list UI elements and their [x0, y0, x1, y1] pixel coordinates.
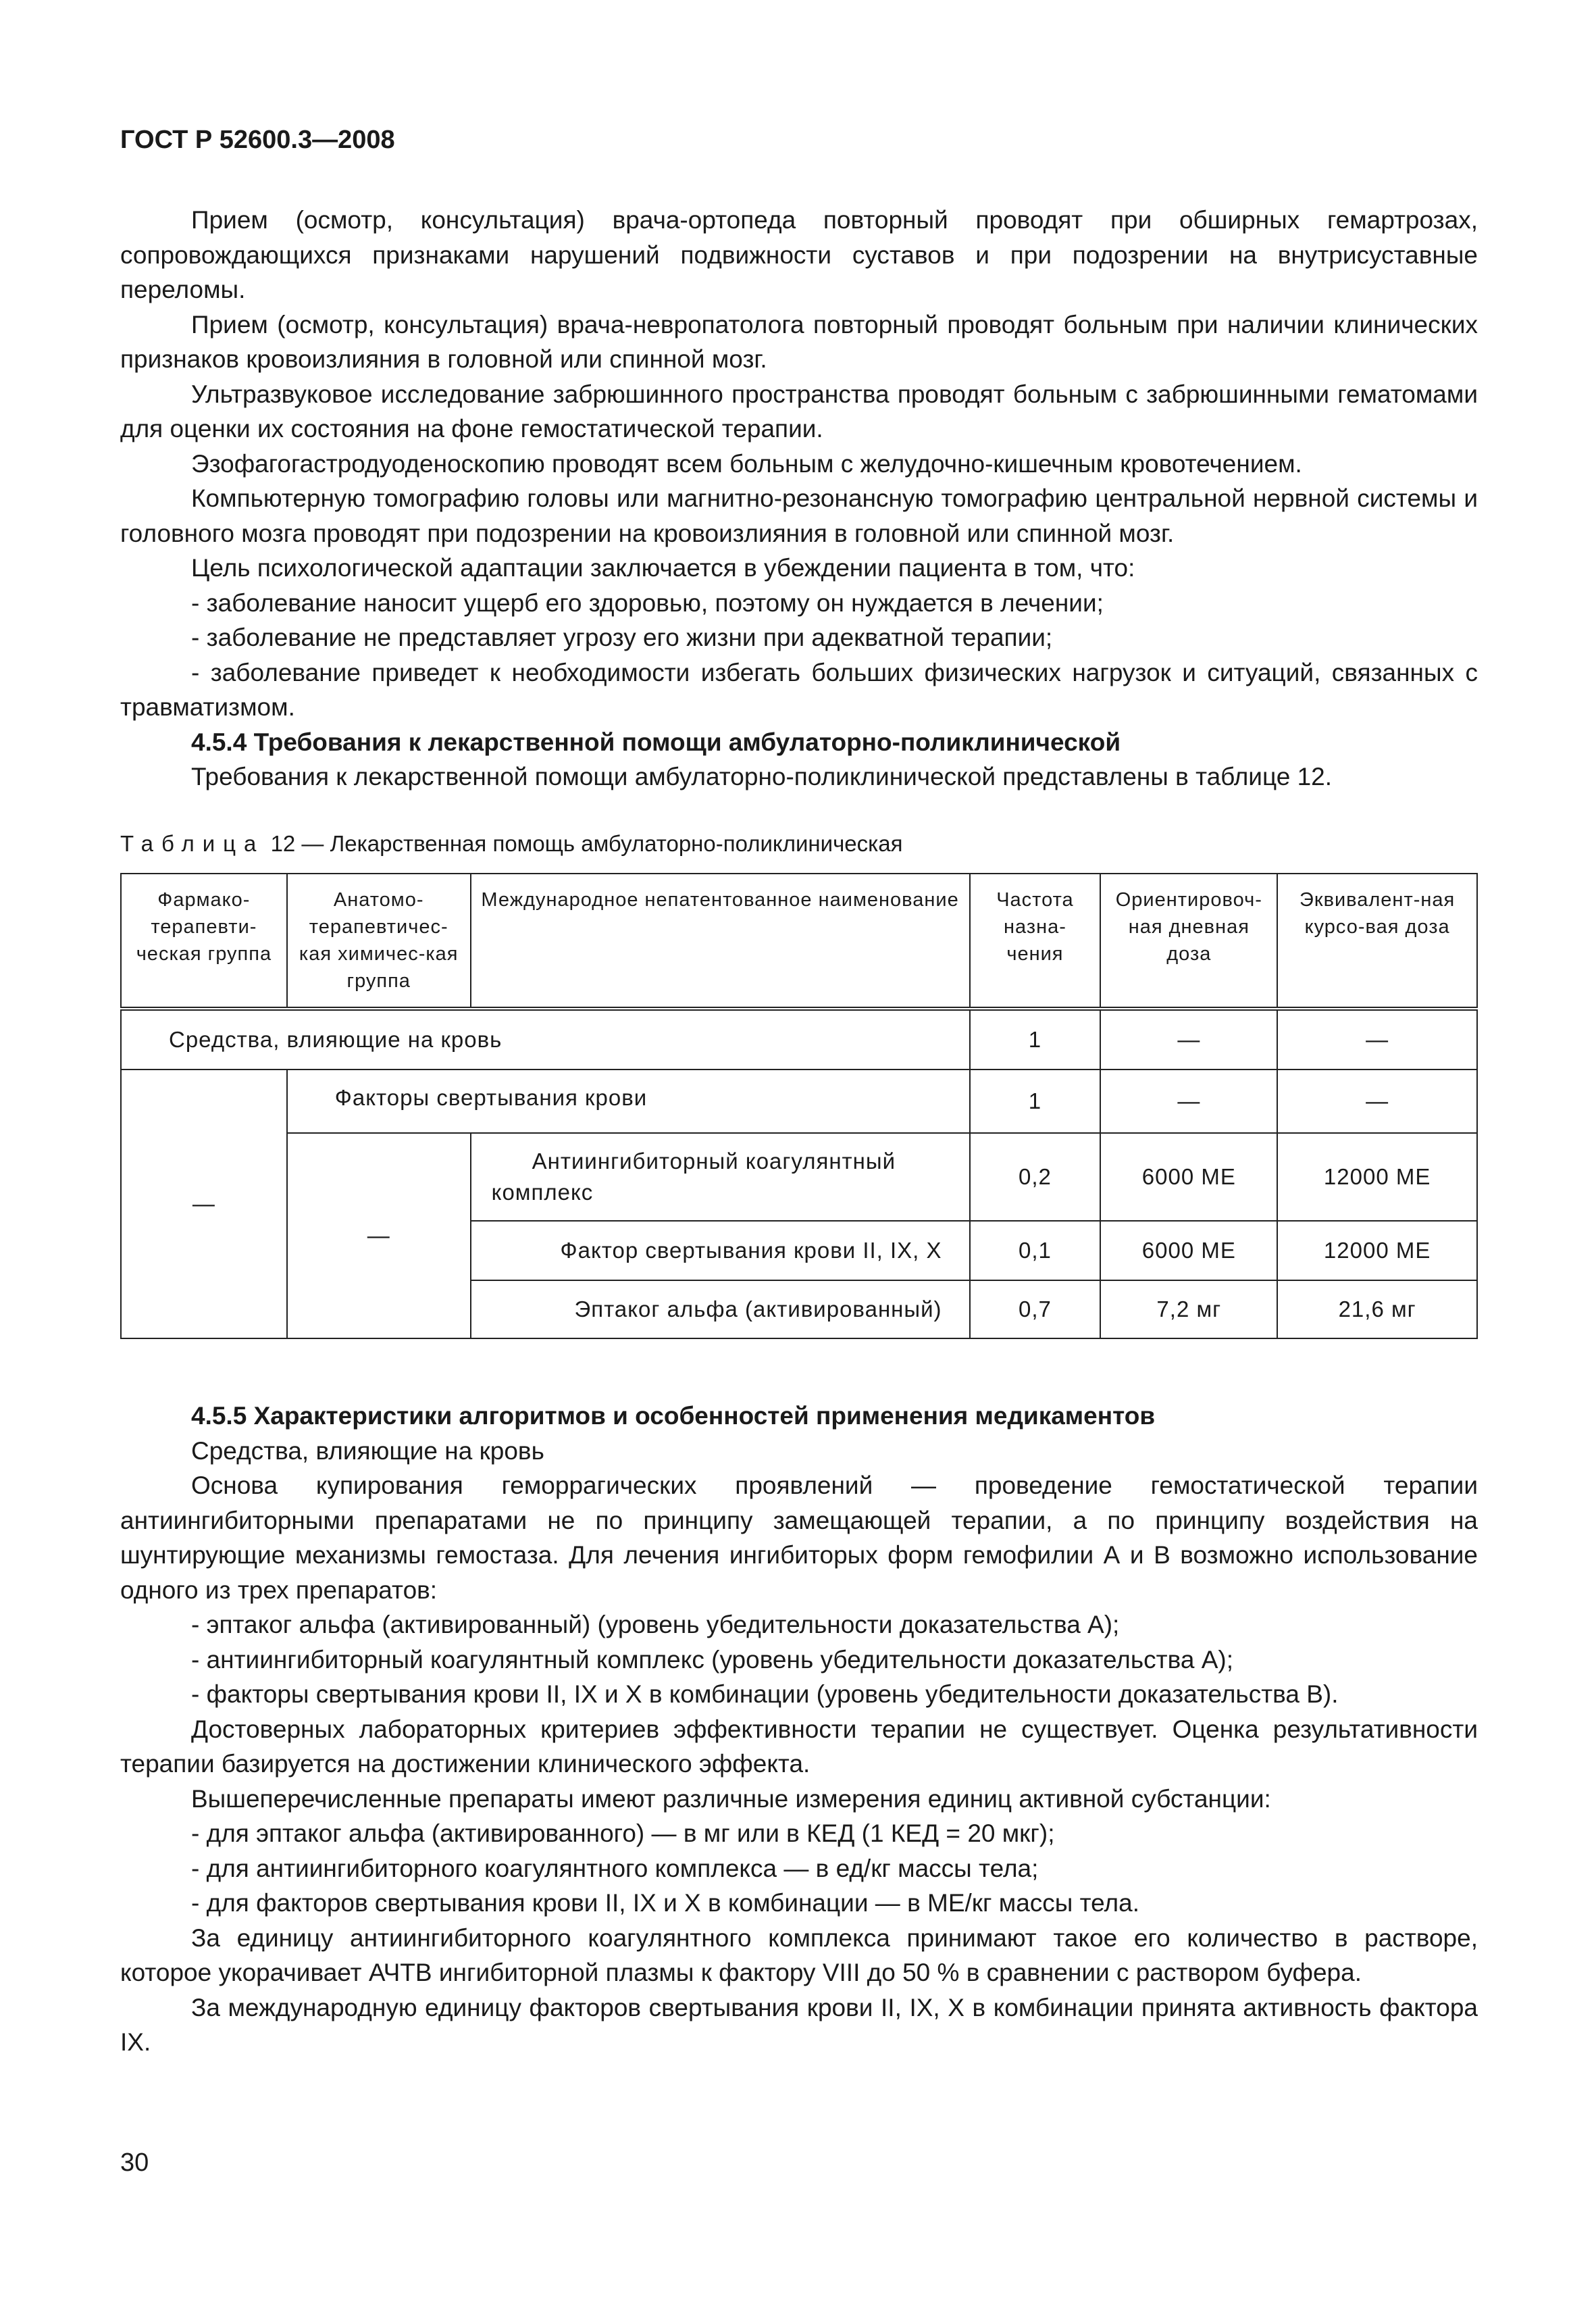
list-item: - факторы свертывания крови II, IX и X в комбинации (уровень убедительности доказательства В). — [191, 1680, 1339, 1708]
list-item: - заболевание не представляет угрозу его жизни при адекватной терапии; — [191, 624, 1053, 651]
body-text-lower — [120, 1399, 1478, 2060]
paragraph: Цель психологической адаптации заключается в убеждении пациента в том, что: — [191, 554, 1135, 582]
list-item: - заболевание наносит ущерб его здоровью, поэтому он нуждается в лечении; — [191, 588, 1104, 617]
cell-frequency: 0,2 — [970, 1133, 1101, 1221]
cell-name: Средства, влияющие на кровь — [121, 1009, 970, 1070]
cell-dash: — — [287, 1133, 471, 1338]
cell-name: Фактор свертывания крови II, IX, X — [471, 1221, 970, 1280]
column-header: Фармако-терапевти-ческая группа — [121, 874, 287, 1009]
column-header: Ориентировоч-ная дневная доза — [1100, 874, 1277, 1009]
paragraph: Основа купирования геморрагических проявлений — проведение гемостатической терапии антиингибиторными препаратами не по принципу замещающей терапии, а по принципу воздействия на шунтирующие механизмы гемостаза. Для лечения ингибиторых форм гемофилии А и В возможно использование одного из трех препаратов: — [120, 1472, 1478, 1604]
table-row — [121, 1133, 1477, 1221]
paragraph: За международную единицу факторов свертывания крови II, IX, X в комбинации принята активность фактора IX. — [120, 1993, 1478, 2056]
paragraph: Требования к лекарственной помощи амбулаторно-поликлинической представлены в таблице 12. — [191, 763, 1333, 790]
column-header: Частота назна-чения — [970, 874, 1101, 1009]
cell-frequency: 0,7 — [970, 1280, 1101, 1338]
table-caption-word: Таблица — [120, 831, 265, 856]
list-item: - для факторов свертывания крови II, IX и X в комбинации — в МЕ/кг массы тела. — [191, 1889, 1139, 1917]
list-item: - эптаког альфа (активированный) (уровень убедительности доказательства А); — [191, 1611, 1120, 1638]
paragraph: Эзофагогастродуоденоскопию проводят всем больным с желудочно-кишечным кровотечением. — [191, 449, 1302, 478]
paragraph: Средства, влияющие на кровь — [191, 1436, 544, 1465]
paragraph: Прием (осмотр, консультация) врача-невропатолога повторный проводят больным при наличии клинических признаков кровоизлияния в головной или спинной мозг. — [120, 310, 1478, 373]
cell-course-dose: 21,6 мг — [1277, 1280, 1477, 1338]
cell-daily-dose: 7,2 мг — [1100, 1280, 1277, 1338]
cell-course-dose: — — [1277, 1009, 1477, 1070]
cell-frequency: 0,1 — [970, 1221, 1101, 1280]
table-row — [121, 1009, 1477, 1070]
cell-name: Эптаког альфа (активированный) — [471, 1280, 970, 1338]
table-row — [121, 1070, 1477, 1133]
column-header: Международное непатентованное наименование — [471, 874, 970, 1009]
body-text-upper — [120, 203, 1478, 795]
list-item: - для антиингибиторного коагулянтного комплекса — в ед/кг массы тела; — [191, 1854, 1039, 1882]
list-item: - заболевание приведет к необходимости избегать больших физических нагрузок и ситуаций, связанных с травматизмом. — [120, 658, 1478, 721]
document-header: ГОСТ Р 52600.3—2008 — [120, 126, 395, 154]
table-caption — [120, 831, 903, 857]
table-header-row — [121, 874, 1477, 1009]
section-heading-4-5-5: 4.5.5 Характеристики алгоритмов и особенностей применения медикаментов — [191, 1402, 1156, 1430]
paragraph: Достоверных лабораторных критериев эффективности терапии не существует. Оценка результативности терапии базируется на достижении клинического эффекта. — [120, 1715, 1478, 1778]
cell-course-dose: 12000 МЕ — [1277, 1221, 1477, 1280]
list-item: - антиингибиторный коагулянтный комплекс (уровень убедительности доказательства А); — [191, 1645, 1233, 1674]
cell-daily-dose: — — [1100, 1070, 1277, 1133]
paragraph: За единицу антиингибиторного коагулянтного комплекса принимают такое его количество в растворе, которое укорачивает АЧТВ ингибиторной плазмы к фактору VIII до 50 % в сравнении с раствором буфера. — [120, 1923, 1478, 1986]
drug-table — [120, 873, 1478, 1339]
table-caption-title: 12 — Лекарственная помощь амбулаторно-поликлиническая — [270, 831, 903, 856]
cell-course-dose: 12000 МЕ — [1277, 1133, 1477, 1221]
page-number: 30 — [120, 2148, 149, 2177]
section-heading-4-5-4: 4.5.4 Требования к лекарственной помощи амбулаторно-поликлинической — [191, 728, 1121, 756]
cell-name: Факторы свертывания крови — [287, 1070, 970, 1133]
paragraph: Компьютерную томографию головы или магнитно-резонансную томографию центральной нервной системы и головного мозга проводят при подозрении на кровоизлияния в головной или спинной мозг. — [120, 484, 1478, 547]
paragraph: Вышеперечисленные препараты имеют различные измерения единиц активной субстанции: — [191, 1784, 1271, 1813]
cell-daily-dose: 6000 МЕ — [1100, 1133, 1277, 1221]
paragraph: Прием (осмотр, консультация) врача-ортопеда повторный проводят при обширных гемартрозах, сопровождающихся признаками нарушений подвижности суставов и при подозрении на внутрисуставные переломы. — [120, 206, 1478, 303]
paragraph: Ультразвуковое исследование забрюшинного пространства проводят больным с забрюшинными гематомами для оценки их состояния на фоне гемостатической терапии. — [120, 380, 1478, 443]
cell-daily-dose: — — [1100, 1009, 1277, 1070]
column-header: Анатомо-терапевтичес-кая химичес-кая группа — [287, 874, 471, 1009]
cell-name: Антиингибиторный коагулянтный комплекс — [471, 1133, 970, 1221]
cell-frequency: 1 — [970, 1009, 1101, 1070]
list-item: - для эптаког альфа (активированного) — в мг или в КЕД (1 КЕД = 20 мкг); — [191, 1819, 1055, 1847]
column-header: Эквивалент-ная курсо-вая доза — [1277, 874, 1477, 1009]
cell-dash: — — [121, 1070, 287, 1338]
cell-course-dose: — — [1277, 1070, 1477, 1133]
cell-daily-dose: 6000 МЕ — [1100, 1221, 1277, 1280]
cell-frequency: 1 — [970, 1070, 1101, 1133]
